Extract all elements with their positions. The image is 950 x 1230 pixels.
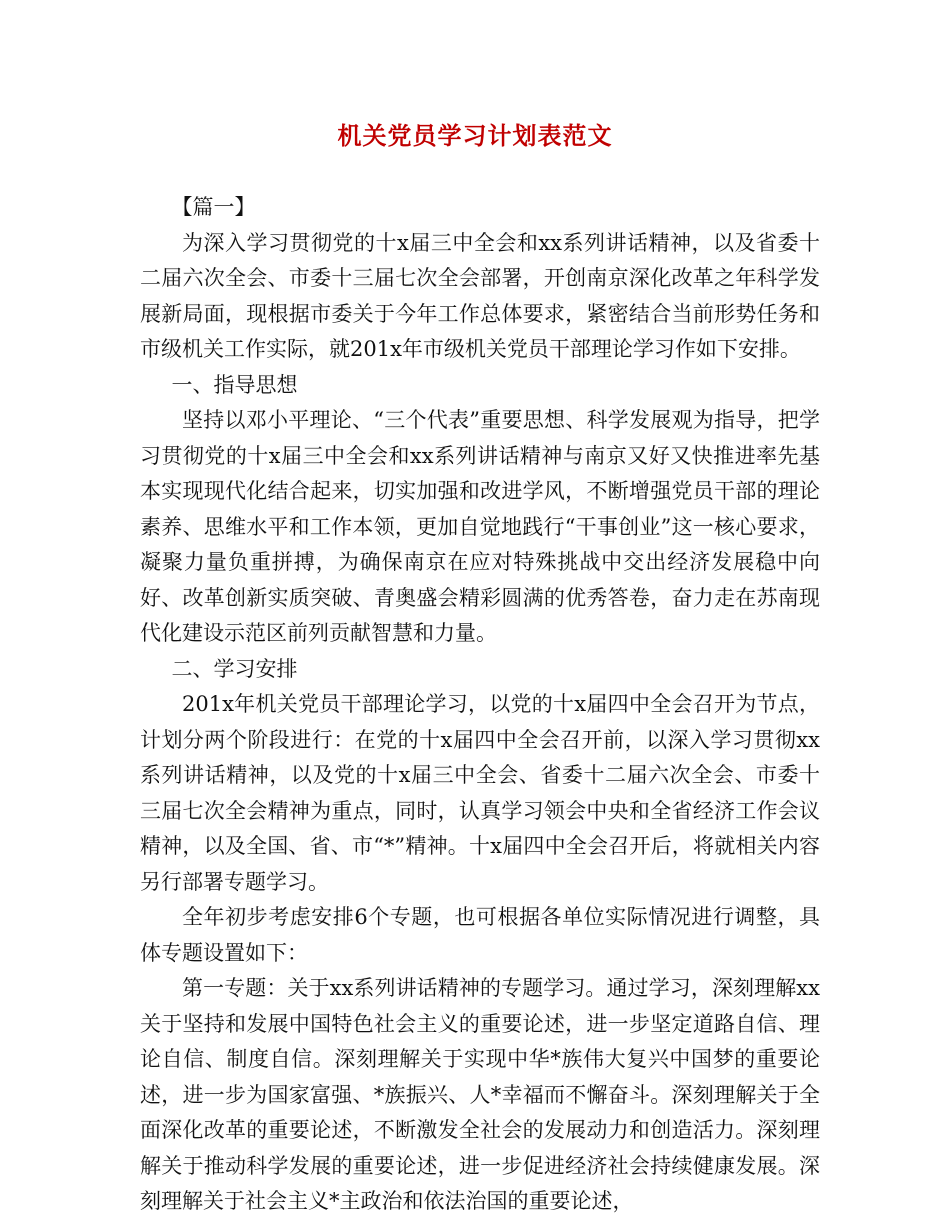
paragraph-topic-one: 第一专题：关于xx系列讲话精神的专题学习。通过学习，深刻理解xx关于坚持和发展中国特色社会主义的重要论述，进一步坚定道路自信、理论自信、制度自信。深刻理解关于实现中华*族伟大复兴中国梦的重要论述，进一步为国家富强、*族振兴、人*幸福而不懈奋斗。深刻理解关于全面深化改革的重要论述，不断激发全社会的发展动力和创造活力。深刻理解关于推动科学发展的重要论述，进一步促进经济社会持续健康发展。深刻理解关于社会主义*主政治和依法治国的重要论述， bbox=[140, 976, 820, 1213]
document-title: 机关党员学习计划表范文 bbox=[337, 122, 613, 150]
paragraph-topics-overview: 全年初步考虑安排6个专题，也可根据各单位实际情况进行调整，具体专题设置如下： bbox=[140, 905, 820, 965]
document-body bbox=[140, 190, 820, 1220]
paragraph-guiding-ideology: 坚持以邓小平理论、“三个代表”重要思想、科学发展观为指导，把学习贯彻党的十x届三中全会和xx系列讲话精神与南京又好又快推进率先基本实现现代化结合起来，切实加强和改进学风，不断增强党员干部的理论素养、思维水平和工作本领，更加自觉地践行“干事创业”这一核心要求，凝聚力量负重拼搏，为确保南京在应对特殊挑战中交出经济发展稳中向好、改革创新实质突破、青奥盛会精彩圆满的优秀答卷，奋力走在苏南现代化建设示范区前列贡献智慧和力量。 bbox=[140, 408, 820, 645]
paragraph-study-arrangement: 201x年机关党员干部理论学习，以党的十x届四中全会召开为节点，计划分两个阶段进行：在党的十x届四中全会召开前，以深入学习贯彻xx系列讲话精神，以及党的十x届三中全会、省委十二届六次全会、市委十三届七次全会精神为重点，同时，认真学习领会中央和全省经济工作会议精神，以及全国、省、市“*”精神。十x届四中全会召开后，将就相关内容另行部署专题学习。 bbox=[140, 692, 820, 894]
section-heading-part-one: 【篇一】 bbox=[171, 195, 256, 219]
section-heading-study-arrangement: 二、学习安排 bbox=[171, 656, 298, 681]
paragraph-intro: 为深入学习贯彻党的十x届三中全会和xx系列讲话精神，以及省委十二届六次全会、市委十三届七次全会部署，开创南京深化改革之年科学发展新局面，现根据市委关于今年工作总体要求，紧密结合当前形势任务和市级机关工作实际，就201x年市级机关党员干部理论学习作如下安排。 bbox=[140, 230, 820, 361]
section-heading-guiding-ideology: 一、指导思想 bbox=[171, 372, 298, 397]
